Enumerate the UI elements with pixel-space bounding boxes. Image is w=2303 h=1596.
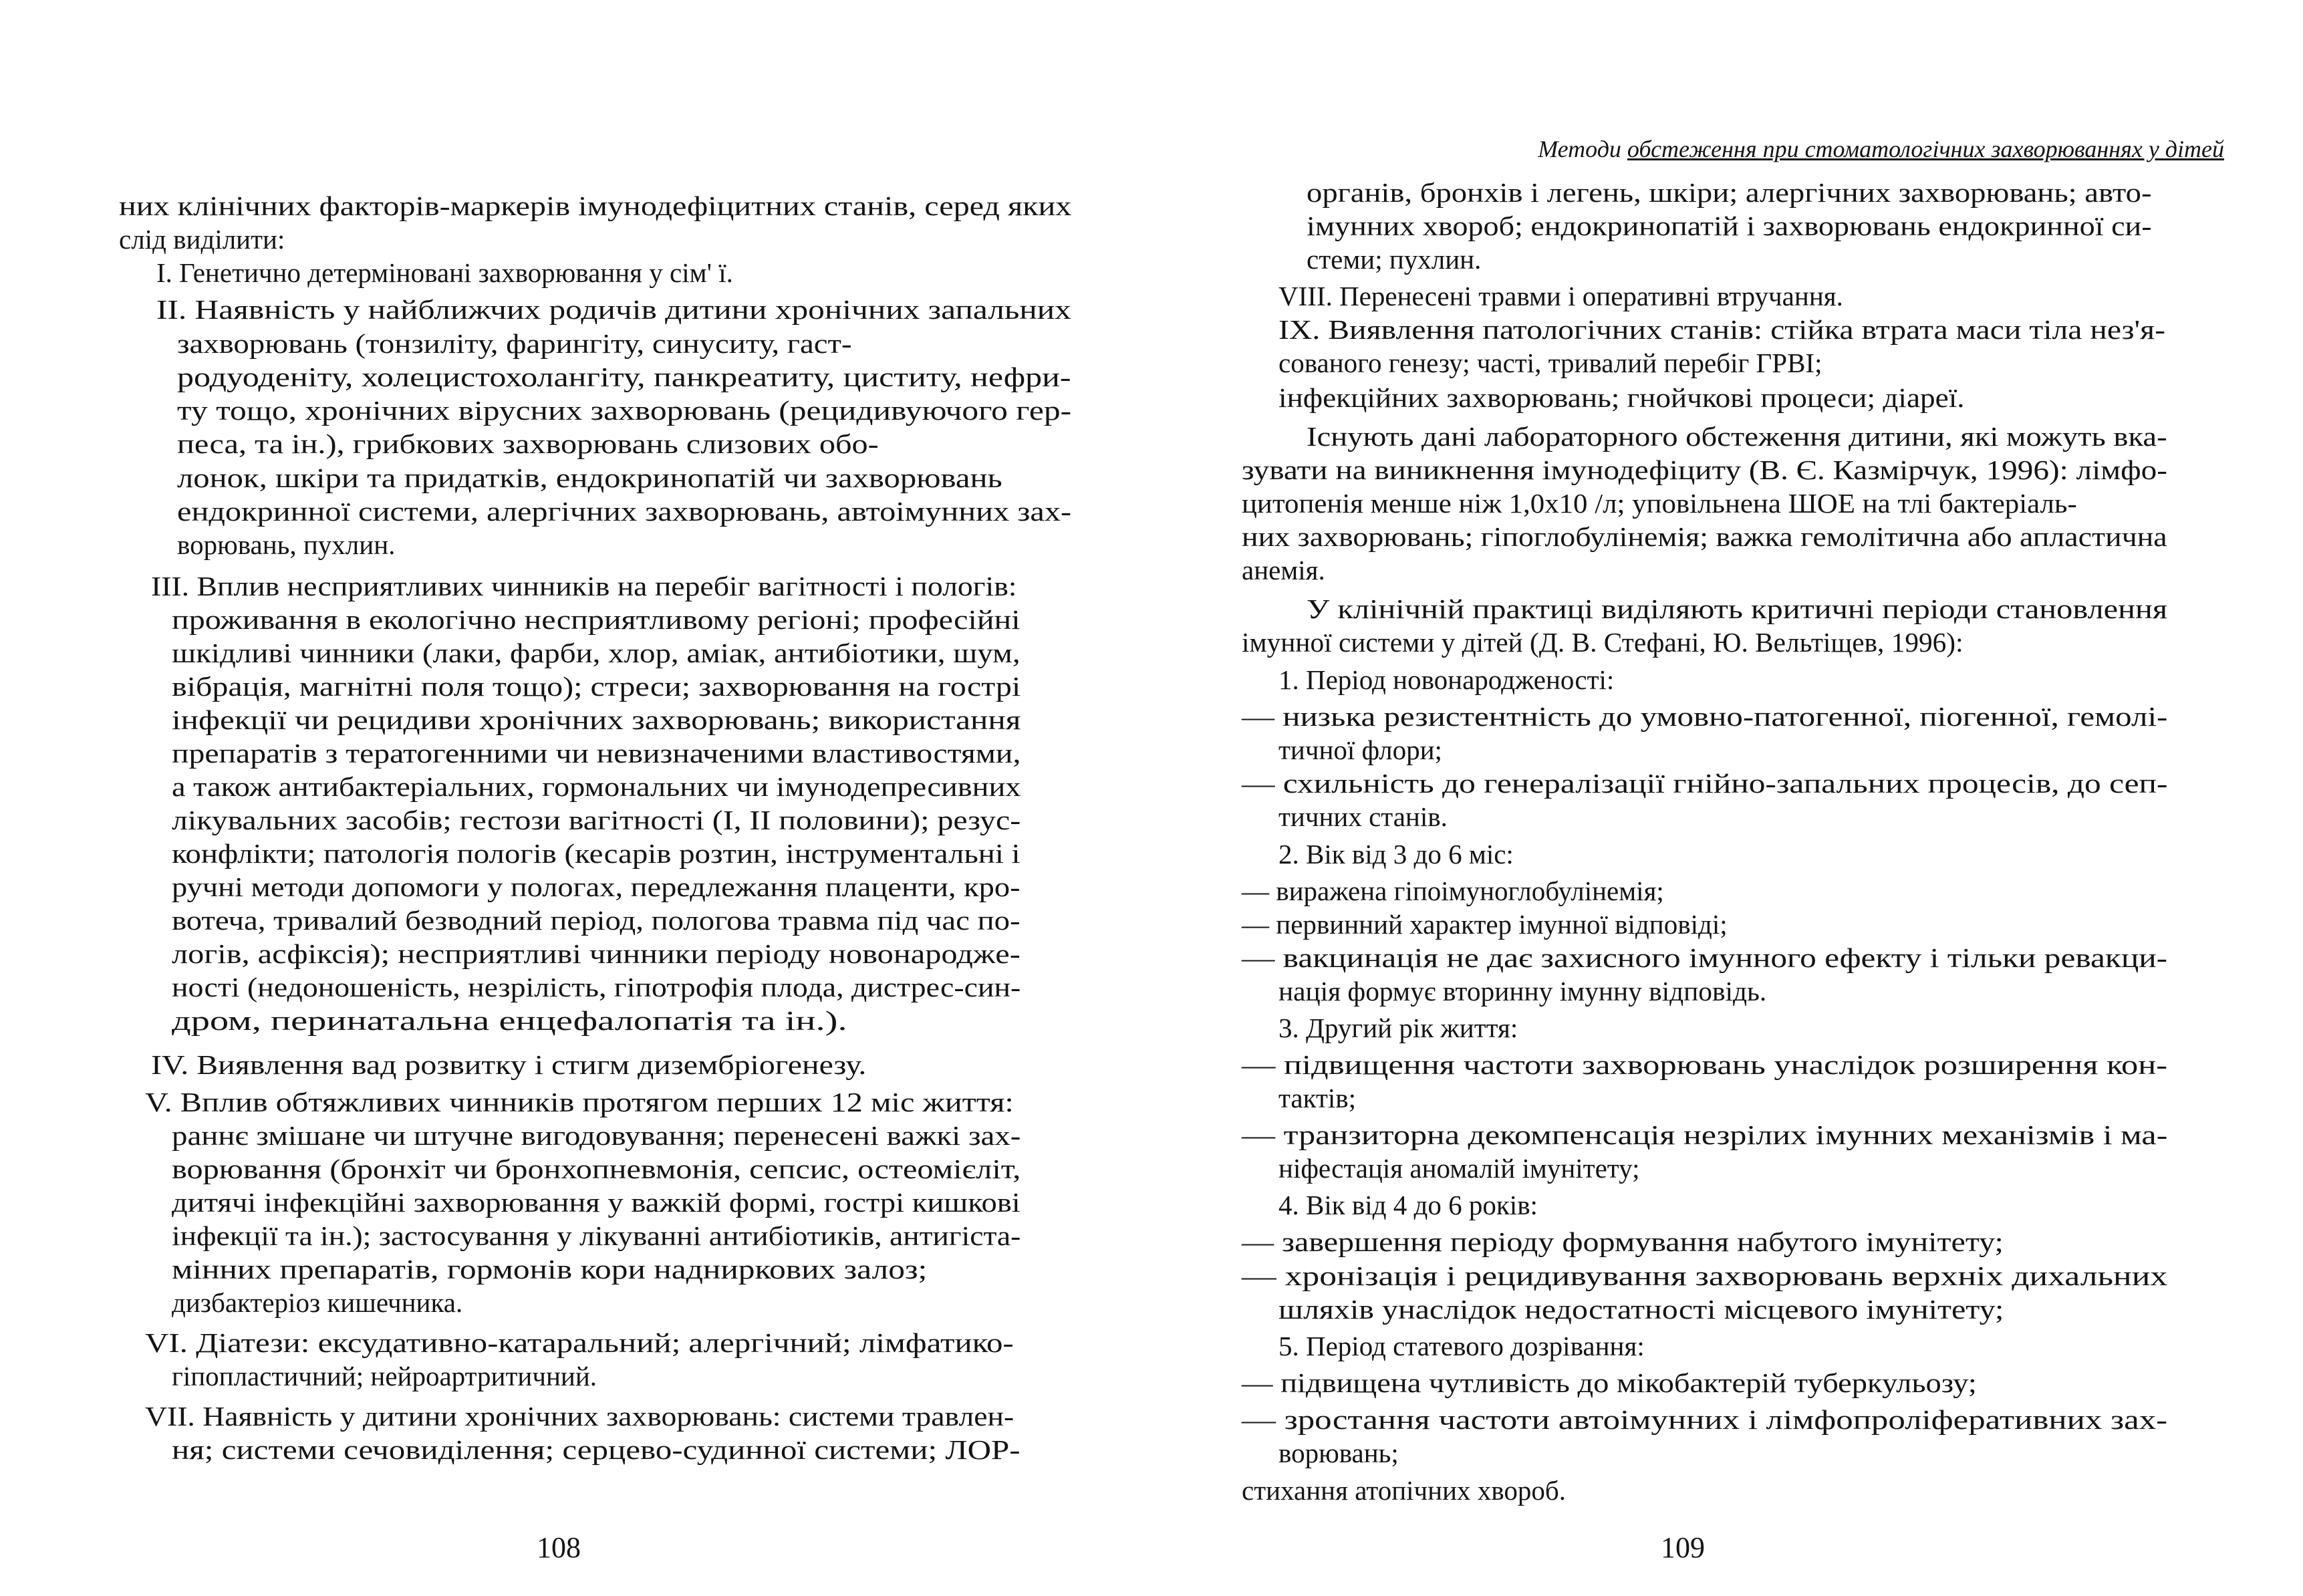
- right-text-line: цитопенія менше ніж 1,0x10 /л; уповільнена ШОЕ на тлі бактеріаль-: [1242, 488, 2077, 519]
- left-text-line: слід виділити:: [119, 224, 285, 255]
- left-text-line: ручні методи допомоги у пологах, передлежання плаценти, кро-: [172, 872, 1021, 902]
- right-text-line: — підвищення частоти захворювань унаслідок розширення кон-: [1242, 1049, 2168, 1080]
- left-text-line: логів, асфіксія); несприятливі чинники періоду новонароджe-: [172, 938, 1021, 969]
- right-text-line: імунної системи у дітей (Д. В. Стефані, Ю. Вельтіщев, 1996):: [1242, 627, 1963, 658]
- right-text-line: тичних станів.: [1278, 801, 1448, 832]
- left-text-line: а також антибактеріальних, гормональних чи імунодепресивних: [172, 771, 1021, 802]
- right-text-line: ворювань;: [1278, 1438, 1399, 1468]
- left-text-line: проживання в екологічно несприятливому регіоні; професійні: [172, 604, 1021, 635]
- left-text-line: IV. Виявлення вад розвитку і стигм дизембріогенезу.: [151, 1049, 867, 1080]
- right-text-line: — низька резистентність до умовно-патогенної, піогенної, гемолі-: [1242, 701, 2168, 732]
- right-text-line: — транзиторна декомпенсація незрілих імунних механізмів і ма-: [1242, 1119, 2168, 1150]
- right-text-line: — первинний характер імунної відповіді;: [1242, 909, 1728, 940]
- page-number-right: 109: [1661, 1531, 1705, 1564]
- right-text-line: сованого генезу; часті, тривалий перебіг ГРВІ;: [1278, 348, 1822, 378]
- left-text-line: ня; системи сечовиділення; серцево-судинної системи; ЛОР-: [172, 1434, 1021, 1465]
- running-header-title: обстеження при стоматологічних захворюваннях у дітей: [1627, 136, 2224, 162]
- right-text-line: — хронізація і рецидивування захворювань верхніх дихальних: [1242, 1260, 2168, 1291]
- left-text-line: ворювань, пухлин.: [177, 529, 396, 560]
- right-text-line: шляхів унаслідок недостатності місцевого імунітету;: [1278, 1294, 2004, 1325]
- left-text-line: V. Вплив обтяжливих чинників протягом перших 12 міс життя:: [145, 1087, 1014, 1117]
- right-text-line: 1. Період новонародженості:: [1278, 664, 1615, 695]
- left-text-line: інфекції та ін.); застосування у лікуванні антибіотиків, антигіста-: [172, 1220, 1021, 1251]
- right-text-line: — вакцинація не дає захисного імунного ефекту і тільки ревакци-: [1242, 942, 2168, 973]
- right-text-line: зувати на виникнення імунодефіциту (В. Є. Казмірчук, 1996): лімфо-: [1242, 454, 2168, 485]
- right-text-line: — завершення періоду формування набутого імунітету;: [1242, 1226, 2004, 1257]
- left-text-line: шкідливі чинники (лаки, фарби, хлор, аміак, антибіотики, шум,: [172, 638, 1021, 668]
- left-text-line: VII. Наявність у дитини хронічних захворювань: системи травлен-: [145, 1401, 1014, 1432]
- right-text-line: тичної флори;: [1278, 735, 1442, 765]
- left-text-line: вотеча, тривалий безводний період, пологова травма під час по-: [172, 905, 1021, 936]
- right-text-line: У клінічній практиці виділяють критичні періоди становлення: [1307, 593, 2168, 624]
- running-header: [1538, 135, 2224, 163]
- left-text-line: раннє змішане чи штучне вигодовування; перенесені важкі зах-: [172, 1120, 1021, 1151]
- right-text-line: — схильність до генералізації гнійно-запальних процесів, до сеп-: [1242, 768, 2168, 799]
- left-text-line: вібрація, магнітні поля тощо); стреси; захворювання на гострі: [172, 671, 1021, 702]
- left-text-line: дитячі інфекційні захворювання у важкій формі, гострі кишкові: [172, 1187, 1021, 1218]
- right-text-line: нація формує вторинну імунну відповідь.: [1278, 976, 1767, 1007]
- right-text-line: Існують дані лабораторного обстеження дитини, які можуть вка-: [1307, 421, 2167, 452]
- right-text-line: ніфестація аномалій імунітету;: [1278, 1153, 1640, 1184]
- left-text-line: препаратів з тератогенними чи невизначеними властивостями,: [172, 738, 1021, 769]
- left-text-line: лонок, шкіри та придатків, ендокринопатій чи захворювань: [177, 462, 1002, 493]
- right-text-line: 2. Вік від 3 до 6 міс:: [1278, 839, 1514, 870]
- right-text-line: 3. Другий рік життя:: [1278, 1013, 1518, 1043]
- right-text-line: органів, бронхів і легень, шкіри; алергічних захворювань; авто-: [1307, 177, 2152, 208]
- left-text-line: III. Вплив несприятливих чинників на перебіг вагітності і пологів:: [151, 571, 1017, 602]
- right-text-line: — виражена гіпоімуноглобулінемія;: [1242, 876, 1664, 906]
- left-text-line: ворювання (бронхіт чи бронхопневмонія, сепсис, остеомієліт,: [172, 1154, 1021, 1184]
- right-text-line: 4. Вік від 4 до 6 років:: [1278, 1190, 1538, 1220]
- left-text-line: лікувальних засобів; гестози вагітності (І, II половини); резус-: [172, 805, 1021, 835]
- right-text-line: стихання атопічних хвороб.: [1242, 1475, 1566, 1506]
- right-text-line: — зростання частоти автоімунних і лімфопроліферативних зах-: [1242, 1404, 2168, 1435]
- left-text-line: ності (недоношеність, незрілість, гіпотрофія плода, дистрес-син-: [172, 972, 1021, 1003]
- right-text-line: — підвищена чутливість до мікобактерій туберкульозу;: [1242, 1367, 1977, 1398]
- left-text-line: VI. Діатези: ексудативно-катаральний; алергічний; лімфатико-: [145, 1327, 1014, 1358]
- left-text-line: ендокринної системи, алергічних захворювань, автоімунних зах-: [177, 496, 1072, 527]
- right-text-line: імунних хвороб; ендокринопатій і захворювань ендокринної си-: [1307, 211, 2152, 241]
- right-text-line: стеми; пухлин.: [1307, 244, 1482, 275]
- left-text-line: родуоденіту, холецистохолангіту, панкреатиту, циститу, нефри-: [177, 362, 1071, 392]
- running-header-prefix: Методи: [1538, 136, 1627, 162]
- left-text-line: інфекції чи рецидиви хронічних захворювань; використання: [172, 704, 1021, 735]
- left-text-line: дизбактеріоз кишечника.: [172, 1287, 463, 1318]
- left-text-line: захворювань (тонзиліту, фарингіту, синуситу, гаст-: [177, 328, 852, 359]
- right-page: [1152, 0, 2303, 1596]
- right-text-line: IX. Виявлення патологічних станів: стійка втрата маси тіла нез'я-: [1278, 314, 2165, 345]
- left-text-line: них клінічних факторів-маркерів імунодефіцитних станів, серед яких: [119, 190, 1072, 221]
- right-text-line: них захворювань; гіпоглобулінемія; важка гемолітична або апластична: [1242, 521, 2167, 552]
- right-text-line: 5. Період статевого дозрівання:: [1278, 1331, 1645, 1361]
- right-text-line: анемія.: [1242, 555, 1325, 585]
- right-text-line: тактів;: [1278, 1083, 1357, 1113]
- page-number-left: 108: [537, 1531, 581, 1564]
- left-text-line: песа, та ін.), грибкових захворювань слизових обо-: [177, 428, 879, 459]
- right-text-line: VIII. Перенесені травми і оперативні втручання.: [1278, 281, 1843, 311]
- left-text-line: конфлікти; патологія пологів (кесарів розтин, інструментальні і: [172, 838, 1021, 869]
- left-text-line: дром, перинатальна енцефалопатія та ін.).: [172, 1005, 847, 1036]
- left-text-line: гіпопластичний; нейроартритичний.: [172, 1361, 597, 1391]
- right-text-line: інфекційних захворювань; гнойчкові процеси; діареї.: [1278, 382, 1965, 413]
- left-text-line: ту тощо, хронічних вірусних захворювань (рецидивуючого гер-: [177, 395, 1072, 426]
- left-text-line: мінних препаратів, гормонів кори надниркових залоз;: [172, 1254, 928, 1285]
- left-text-line: І. Генетично детерміновані захворювання у сім' ї.: [156, 257, 733, 288]
- left-text-line: II. Наявність у найближчих родичів дитини хронічних запальних: [156, 294, 1071, 325]
